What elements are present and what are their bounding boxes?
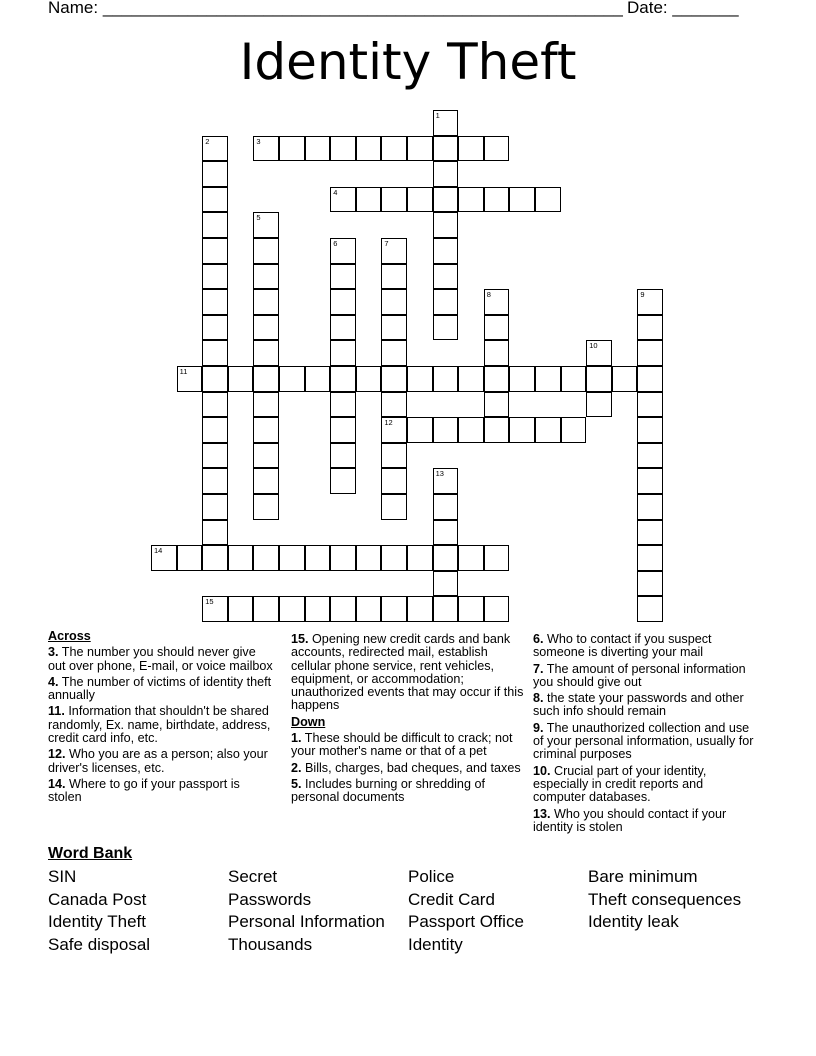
crossword-cell[interactable] bbox=[356, 136, 382, 162]
crossword-cell[interactable] bbox=[330, 187, 356, 213]
crossword-cell[interactable] bbox=[586, 340, 612, 366]
crossword-cell[interactable] bbox=[253, 494, 279, 520]
crossword-cell[interactable] bbox=[330, 468, 356, 494]
crossword-cell[interactable] bbox=[407, 545, 433, 571]
crossword-cell[interactable] bbox=[305, 366, 331, 392]
crossword-cell[interactable] bbox=[407, 417, 433, 443]
crossword-cell[interactable] bbox=[253, 238, 279, 264]
word-bank-item: Canada Post bbox=[48, 889, 147, 909]
word-bank-item: SIN bbox=[48, 867, 77, 886]
crossword-cell[interactable] bbox=[253, 315, 279, 341]
crossword-cell[interactable] bbox=[381, 596, 407, 622]
crossword-cell[interactable] bbox=[228, 366, 254, 392]
crossword-cell[interactable] bbox=[330, 392, 356, 418]
clue-down-10: 10. Crucial part of your identity, especially in credit reports and computer databases. bbox=[533, 763, 707, 805]
crossword-cell[interactable] bbox=[484, 392, 510, 418]
crossword-cell[interactable] bbox=[586, 392, 612, 418]
word-bank-item: Safe disposal bbox=[48, 934, 151, 954]
crossword-cell[interactable] bbox=[484, 289, 510, 315]
crossword-cell[interactable] bbox=[637, 596, 663, 622]
word-bank-item: Police bbox=[408, 867, 455, 886]
crossword-cell[interactable] bbox=[407, 136, 433, 162]
crossword-cell[interactable] bbox=[637, 417, 663, 443]
word-bank-item: Identity Theft bbox=[48, 912, 146, 932]
crossword-cell[interactable] bbox=[202, 494, 228, 520]
word-bank-item: Credit Card bbox=[408, 889, 495, 909]
clue-number: 3 bbox=[256, 136, 261, 146]
crossword-cell[interactable] bbox=[330, 443, 356, 469]
clue-down-2: 2. Bills, charges, bad cheques, and taxes bbox=[291, 760, 521, 775]
word-bank-title: Word Bank bbox=[48, 845, 133, 862]
clue-number: 8 bbox=[486, 290, 491, 300]
across-heading: Across bbox=[48, 629, 91, 643]
clue-down-9: 9. The unauthorized collection and use of your personal information, usually for criminal purposes bbox=[533, 720, 754, 762]
crossword-cell[interactable] bbox=[202, 392, 228, 418]
crossword-cell[interactable] bbox=[381, 392, 407, 418]
clue-down-1: 1. These should be difficult to crack; not your mother's name or that of a pet bbox=[291, 731, 513, 759]
crossword-cell[interactable] bbox=[202, 136, 228, 162]
crossword-cell[interactable] bbox=[202, 212, 228, 238]
crossword-cell[interactable] bbox=[202, 238, 228, 264]
clue-number: 7 bbox=[384, 239, 389, 248]
clue-number: 11 bbox=[179, 367, 188, 376]
clue-number: 9 bbox=[640, 290, 645, 300]
crossword-cell[interactable] bbox=[330, 289, 356, 315]
crossword-cell[interactable] bbox=[433, 212, 459, 238]
crossword-cell[interactable] bbox=[407, 366, 433, 392]
crossword-cell[interactable] bbox=[305, 596, 331, 622]
crossword-cell[interactable] bbox=[561, 417, 587, 443]
clue-across-4: 4. The number of victims of identity theft annually bbox=[48, 674, 272, 703]
crossword-cell[interactable] bbox=[381, 494, 407, 520]
crossword-cell[interactable] bbox=[458, 596, 484, 622]
crossword-cell[interactable] bbox=[458, 187, 484, 213]
crossword-cell[interactable] bbox=[202, 264, 228, 290]
crossword-cell[interactable] bbox=[253, 392, 279, 418]
crossword-cell[interactable] bbox=[484, 340, 510, 366]
crossword-cell[interactable] bbox=[202, 417, 228, 443]
crossword-cell[interactable] bbox=[177, 545, 203, 571]
crossword-cell[interactable] bbox=[202, 545, 228, 571]
clue-number: 4 bbox=[333, 187, 338, 197]
date-line[interactable]: _______ bbox=[672, 0, 739, 17]
crossword-cell[interactable] bbox=[509, 417, 535, 443]
crossword-cell[interactable] bbox=[637, 340, 663, 366]
crossword-cell[interactable] bbox=[228, 596, 254, 622]
crossword-cell[interactable] bbox=[381, 443, 407, 469]
clue-across-12: 12. Who you are as a person; also your driver's licenses, etc. bbox=[48, 747, 268, 775]
clue-across-14: 14. Where to go if your passport is stolen bbox=[48, 776, 240, 805]
crossword-cell[interactable] bbox=[381, 366, 407, 392]
crossword-cell[interactable] bbox=[561, 366, 587, 392]
crossword-cell[interactable] bbox=[484, 366, 510, 392]
clue-number: 10 bbox=[589, 341, 598, 351]
crossword-cell[interactable] bbox=[356, 545, 382, 571]
crossword-cell[interactable] bbox=[433, 136, 459, 162]
crossword-cell[interactable] bbox=[433, 468, 459, 494]
crossword-cell[interactable] bbox=[484, 596, 510, 622]
crossword-cell[interactable] bbox=[330, 417, 356, 443]
crossword-cell[interactable] bbox=[407, 596, 433, 622]
crossword-cell[interactable] bbox=[433, 161, 459, 187]
crossword-cell[interactable] bbox=[637, 392, 663, 418]
page-title: Identity Theft bbox=[239, 33, 577, 91]
clue-number: 13 bbox=[435, 469, 444, 479]
crossword-cell[interactable] bbox=[433, 494, 459, 520]
crossword-cell[interactable] bbox=[381, 187, 407, 213]
crossword-cell[interactable] bbox=[253, 468, 279, 494]
crossword-cell[interactable] bbox=[509, 187, 535, 213]
crossword-cell[interactable] bbox=[433, 571, 459, 597]
crossword-cell[interactable] bbox=[381, 340, 407, 366]
crossword-cell[interactable] bbox=[330, 545, 356, 571]
clue-down-6: 6. Who to contact if you suspect someone is diverting your mail bbox=[533, 632, 712, 660]
crossword-cell[interactable] bbox=[458, 545, 484, 571]
clue-down-8: 8. the state your passwords and other such info should remain bbox=[533, 691, 744, 719]
name-line[interactable]: _______________________________________________________ bbox=[102, 0, 623, 17]
crossword-cell[interactable] bbox=[433, 238, 459, 264]
crossword-cell[interactable] bbox=[484, 187, 510, 213]
crossword-cell[interactable] bbox=[458, 366, 484, 392]
crossword-cell[interactable] bbox=[330, 264, 356, 290]
crossword-cell[interactable] bbox=[381, 289, 407, 315]
crossword-cell[interactable] bbox=[535, 366, 561, 392]
word-bank-item: Thousands bbox=[228, 934, 313, 954]
crossword-cell[interactable] bbox=[433, 366, 459, 392]
crossword-cell[interactable] bbox=[637, 494, 663, 520]
clue-number: 12 bbox=[384, 418, 393, 428]
crossword-cell[interactable] bbox=[253, 596, 279, 622]
crossword-cell[interactable] bbox=[637, 289, 663, 315]
crossword-cell[interactable] bbox=[637, 315, 663, 341]
clue-down-13: 13. Who you should contact if your identity is stolen bbox=[533, 806, 727, 834]
clue-number: 15 bbox=[205, 597, 214, 607]
word-bank-item: Passport Office bbox=[408, 912, 524, 932]
crossword-cell[interactable] bbox=[202, 315, 228, 341]
word-bank-item: Secret bbox=[228, 867, 278, 886]
crossword-cell[interactable] bbox=[535, 187, 561, 213]
crossword-cell[interactable] bbox=[458, 417, 484, 443]
name-label: Name: bbox=[48, 0, 99, 17]
crossword-cell[interactable] bbox=[330, 315, 356, 341]
crossword-cell[interactable] bbox=[202, 161, 228, 187]
crossword-cell[interactable] bbox=[356, 187, 382, 213]
crossword-cell[interactable] bbox=[356, 366, 382, 392]
crossword-cell[interactable] bbox=[151, 545, 177, 571]
clue-across-11: 11. Information that shouldn't be shared randomly, Ex. name, birthdate, address, credit card info, etc. bbox=[48, 704, 271, 746]
crossword-cell[interactable] bbox=[279, 366, 305, 392]
crossword-cell[interactable] bbox=[253, 289, 279, 315]
crossword-cell[interactable] bbox=[202, 340, 228, 366]
date-label: Date: bbox=[627, 0, 668, 17]
crossword-cell[interactable] bbox=[202, 366, 228, 392]
crossword-cell[interactable] bbox=[637, 545, 663, 571]
crossword-cell[interactable] bbox=[381, 468, 407, 494]
crossword-cell[interactable] bbox=[433, 596, 459, 622]
crossword-cell[interactable] bbox=[433, 187, 459, 213]
word-bank-item: Passwords bbox=[228, 889, 312, 909]
middle-clues bbox=[291, 630, 526, 805]
crossword-cell[interactable] bbox=[330, 238, 356, 264]
crossword-cell[interactable] bbox=[433, 315, 459, 341]
word-bank-item: Personal Information bbox=[228, 912, 385, 932]
crossword-cell[interactable] bbox=[330, 136, 356, 162]
clue-number: 2 bbox=[205, 136, 210, 146]
word-bank-item: Bare minimum bbox=[588, 867, 698, 886]
crossword-cell[interactable] bbox=[228, 545, 254, 571]
crossword-cell[interactable] bbox=[637, 468, 663, 494]
crossword-cell[interactable] bbox=[433, 264, 459, 290]
clue-down-5: 5. Includes burning or shredding of personal documents bbox=[291, 776, 485, 805]
crossword-cell[interactable] bbox=[253, 212, 279, 238]
crossword-cell[interactable] bbox=[202, 520, 228, 546]
crossword-cell[interactable] bbox=[279, 596, 305, 622]
clue-number: 5 bbox=[256, 213, 261, 223]
crossword-cell[interactable] bbox=[356, 596, 382, 622]
crossword-cell[interactable] bbox=[407, 187, 433, 213]
crossword-cell[interactable] bbox=[381, 417, 407, 443]
crossword-cell[interactable] bbox=[253, 443, 279, 469]
clue-across-15: 15. Opening new credit cards and bank accounts, redirected mail, establish cellular phone service, rent vehicles, equipment, or accommodation; unauthorized events that may occur if this happens bbox=[291, 632, 524, 713]
crossword-cell[interactable] bbox=[484, 417, 510, 443]
crossword-cell[interactable] bbox=[433, 110, 459, 136]
crossword-cell[interactable] bbox=[253, 417, 279, 443]
crossword-cell[interactable] bbox=[330, 596, 356, 622]
crossword-cell[interactable] bbox=[330, 340, 356, 366]
word-bank-item: Identity bbox=[408, 934, 463, 954]
clue-across-3: 3. The number you should never give out over phone, E-mail, or voice mailbox bbox=[48, 645, 273, 673]
crossword-cell[interactable] bbox=[484, 136, 510, 162]
crossword-cell[interactable] bbox=[253, 264, 279, 290]
crossword-cell[interactable] bbox=[279, 545, 305, 571]
crossword-cell[interactable] bbox=[637, 443, 663, 469]
crossword-cell[interactable] bbox=[202, 289, 228, 315]
crossword-cell[interactable] bbox=[586, 366, 612, 392]
crossword-cell[interactable] bbox=[330, 366, 356, 392]
crossword-cell[interactable] bbox=[253, 136, 279, 162]
crossword-cell[interactable] bbox=[177, 366, 203, 392]
crossword-cell[interactable] bbox=[637, 520, 663, 546]
crossword-cell[interactable] bbox=[484, 545, 510, 571]
crossword-cell[interactable] bbox=[433, 417, 459, 443]
clue-number: 14 bbox=[154, 546, 163, 556]
crossword-cell[interactable] bbox=[202, 187, 228, 213]
crossword-cell[interactable] bbox=[253, 366, 279, 392]
clue-down-7: 7. The amount of personal information you should give out bbox=[533, 661, 746, 689]
crossword-cell[interactable] bbox=[381, 238, 407, 264]
clue-number: 6 bbox=[333, 239, 338, 248]
crossword-cell[interactable] bbox=[305, 545, 331, 571]
word-bank-item: Theft consequences bbox=[588, 889, 742, 909]
crossword-cell[interactable] bbox=[305, 136, 331, 162]
down-clues bbox=[533, 630, 758, 834]
crossword-cell[interactable] bbox=[253, 545, 279, 571]
crossword-cell[interactable] bbox=[202, 443, 228, 469]
crossword-cell[interactable] bbox=[509, 366, 535, 392]
crossword-cell[interactable] bbox=[381, 264, 407, 290]
crossword-cell[interactable] bbox=[612, 366, 638, 392]
crossword-cell[interactable] bbox=[484, 315, 510, 341]
crossword-cell[interactable] bbox=[381, 545, 407, 571]
word-bank-item: Identity leak bbox=[588, 912, 679, 932]
crossword-cell[interactable] bbox=[433, 520, 459, 546]
crossword-cell[interactable] bbox=[381, 136, 407, 162]
crossword-cell[interactable] bbox=[535, 417, 561, 443]
down-heading: Down bbox=[291, 714, 326, 729]
word-bank bbox=[48, 866, 788, 956]
crossword-cell[interactable] bbox=[202, 468, 228, 494]
clue-number: 1 bbox=[435, 111, 440, 120]
crossword-cell[interactable] bbox=[433, 545, 459, 571]
crossword-cell[interactable] bbox=[253, 340, 279, 366]
crossword-cell[interactable] bbox=[637, 366, 663, 392]
crossword-cell[interactable] bbox=[279, 136, 305, 162]
crossword-cell[interactable] bbox=[202, 596, 228, 622]
crossword-cell[interactable] bbox=[381, 315, 407, 341]
crossword-cell[interactable] bbox=[637, 571, 663, 597]
crossword-cell[interactable] bbox=[433, 289, 459, 315]
across-clues bbox=[48, 630, 276, 805]
crossword-cell[interactable] bbox=[458, 136, 484, 162]
